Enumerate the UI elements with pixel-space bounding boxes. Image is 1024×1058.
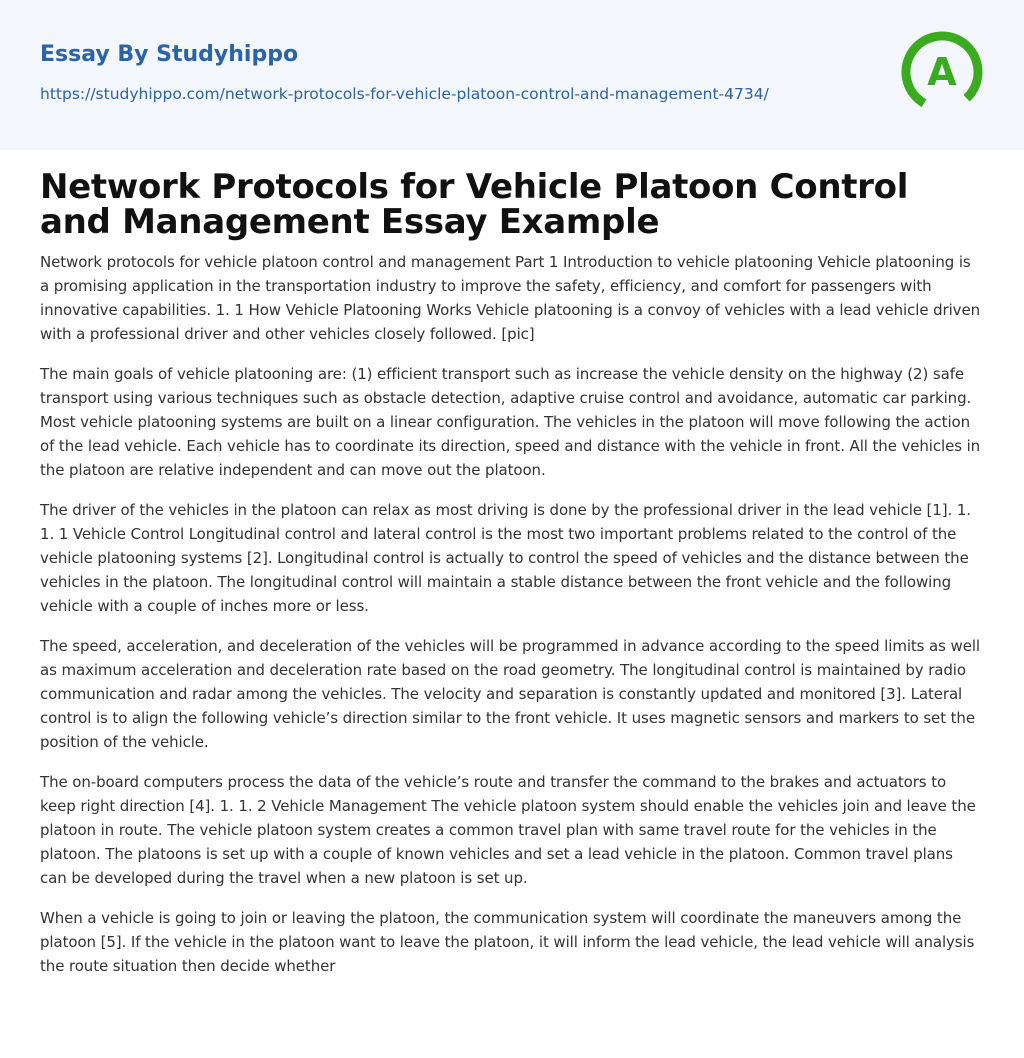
article-title: Network Protocols for Vehicle Platoon Control and Management Essay Example [40, 167, 909, 242]
site-header [0, 0, 1024, 150]
site-brand[interactable]: Essay By Studyhippo [40, 42, 299, 67]
studyhippo-logo-icon[interactable] [898, 28, 986, 116]
source-url-link[interactable]: https://studyhippo.com/network-protocols-for-vehicle-platoon-control-and-management-4734/ [40, 85, 769, 103]
article-paragraph: The on-board computers process the data of the vehicle’s route and transfer the command to the brakes and actuators to keep right direction [4]. 1. 1. 2 Vehicle Management The vehicle platoon system should enable the vehicles join and leave the platoon in route. The vehicle platoon system creates a common travel plan with same travel route for the vehicles in the platoon. The platoons is set up with a couple of known vehicles and set a lead vehicle in the platoon. Common travel plans can be developed during the travel when a new platoon is set up. [40, 773, 976, 887]
article-paragraph: Network protocols for vehicle platoon control and management Part 1 Introduction to vehicle platooning Vehicle platooning is a promising application in the transportation industry to improve the safety, efficiency, and comfort for passengers with innovative capabilities. 1. 1 How Vehicle Platooning Works Vehicle platooning is a convoy of vehicles with a lead vehicle driven with a professional driver and other vehicles closely followed. [pic] [40, 253, 980, 343]
logo-letter: A [927, 50, 957, 94]
article-paragraph: When a vehicle is going to join or leaving the platoon, the communication system will coordinate the maneuvers among the platoon [5]. If the vehicle in the platoon want to leave the platoon, it will inform the lead vehicle, the lead vehicle will analysis the route situation then decide whether [40, 909, 975, 975]
article-paragraph: The speed, acceleration, and deceleration of the vehicles will be programmed in advance according to the speed limits as well as maximum acceleration and deceleration rate based on the road geometry. The longitudinal control is maintained by radio communication and radar among the vehicles. The velocity and separation is constantly updated and monitored [3]. Lateral control is to align the following vehicle’s direction similar to the front vehicle. It uses magnetic sensors and markers to set the position of the vehicle. [40, 637, 980, 751]
article-paragraph: The main goals of vehicle platooning are: (1) efficient transport such as increase the vehicle density on the highway (2) safe transport using various techniques such as obstacle detection, adaptive cruise control and avoidance, automatic car parking. Most vehicle platooning systems are built on a linear configuration. The vehicles in the platoon will move following the action of the lead vehicle. Each vehicle has to coordinate its direction, speed and distance with the vehicle in front. All the vehicles in the platoon are relative independent and can move out the platoon. [40, 365, 981, 479]
article [0, 167, 1024, 978]
article-paragraph: The driver of the vehicles in the platoon can relax as most driving is done by the professional driver in the lead vehicle [1]. 1. 1. 1 Vehicle Control Longitudinal control and lateral control is the most two important problems related to the control of the vehicle platooning systems [2]. Longitudinal control is actually to control the speed of vehicles and the distance between the vehicles in the platoon. The longitudinal control will maintain a stable distance between the front vehicle and the following vehicle with a couple of inches more or less. [40, 501, 971, 615]
